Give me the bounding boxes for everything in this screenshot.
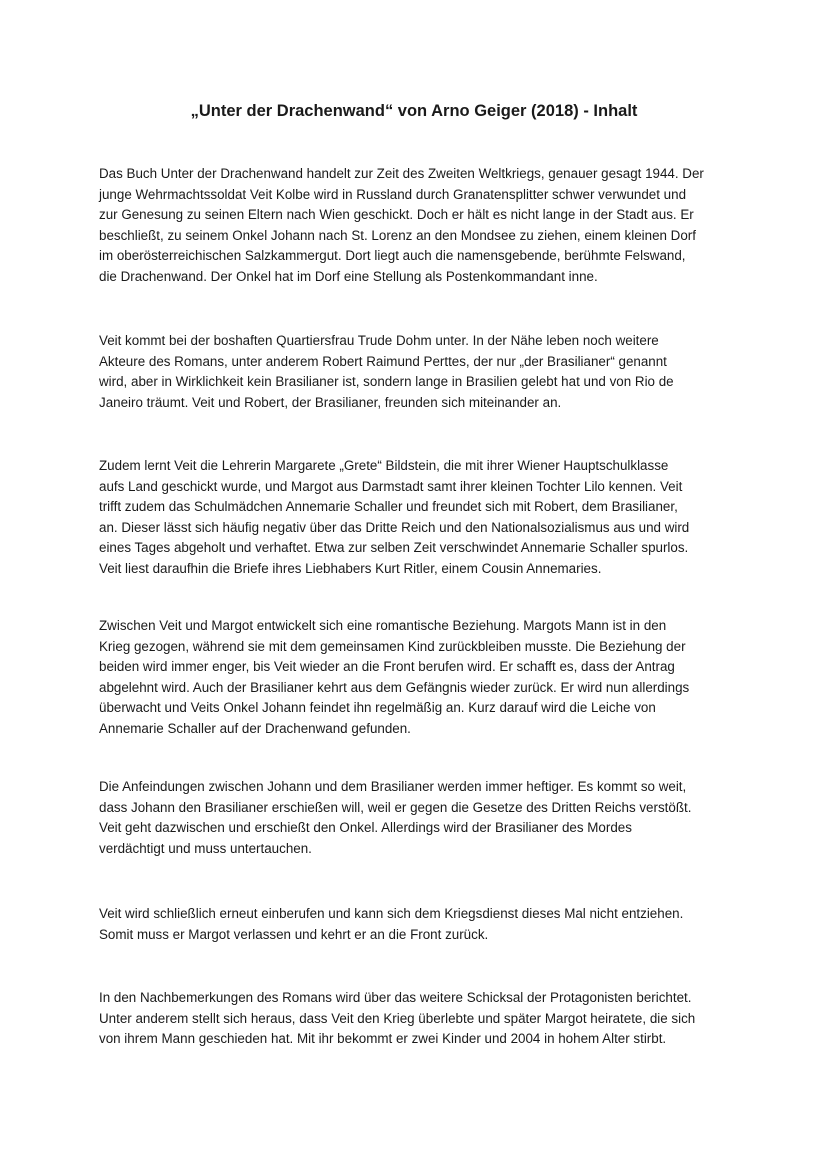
paragraph-line: Somit muss er Margot verlassen und kehrt er an die Front zurück. [99,926,489,942]
paragraph-line: In den Nachbemerkungen des Romans wird über das weitere Schicksal der Protagonisten berichtet. [99,990,692,1005]
paragraph-line: Unter anderem stellt sich heraus, dass Veit den Krieg überlebte und später Margot heiratete, die sich [99,1010,696,1026]
paragraph-line: dass Johann den Brasilianer erschießen will, weil er gegen die Gesetze des Dritten Reichs verstößt. [99,799,692,815]
paragraph-line: Veit liest daraufhin die Briefe ihres Liebhabers Kurt Ritler, einem Cousin Annemaries. [99,560,602,576]
paragraph-line: eines Tages abgeholt und verhaftet. Etwa zur selben Zeit verschwindet Annemarie Schaller spurlos. [99,540,689,556]
paragraph-line: Krieg gezogen, während sie mit dem gemeinsamen Kind zurückbleiben musste. Die Beziehung der [99,638,686,654]
paragraph-line: junge Wehrmachtssoldat Veit Kolbe wird in Russland durch Granatensplitter schwer verwundet und [99,186,687,202]
paragraph-line: Das Buch Unter der Drachenwand handelt zur Zeit des Zweiten Weltkriegs, genauer gesagt 1944. Der [99,166,704,181]
paragraph-line: Zudem lernt Veit die Lehrerin Margarete „Grete“ Bildstein, die mit ihrer Wiener Hauptschulklasse [99,458,669,473]
paragraph-line: zur Genesung zu seinen Eltern nach Wien geschickt. Doch er hält es nicht lange in der Stadt aus. Er [99,207,694,223]
paragraph-line: Veit geht dazwischen und erschießt den Onkel. Allerdings wird der Brasilianer des Mordes [99,820,632,836]
paragraph-3 [99,456,739,580]
paragraph-line: verdächtigt und muss untertauchen. [99,840,312,856]
paragraph-5 [99,777,739,859]
paragraph-line: im oberösterreichischen Salzkammergut. Dort liegt auch die namensgebende, berühmte Felswand, [99,248,686,264]
paragraph-line: Die Anfeindungen zwischen Johann und dem Brasilianer werden immer heftiger. Es kommt so weit, [99,779,687,794]
paragraph-line: die Drachenwand. Der Onkel hat im Dorf eine Stellung als Postenkommandant inne. [99,268,598,284]
paragraph-line: überwacht und Veits Onkel Johann feindet ihn regelmäßig an. Kurz darauf wird die Leiche von [99,700,656,716]
paragraph-line: beiden wird immer enger, bis Veit wieder an die Front berufen wird. Er schafft es, dass der Antrag [99,659,675,675]
paragraph-line: Janeiro träumt. Veit und Robert, der Brasilianer, freunden sich miteinander an. [99,394,562,410]
paragraph-line: Zwischen Veit und Margot entwickelt sich eine romantische Beziehung. Margots Mann ist in den [99,618,667,633]
paragraph-line: von ihrem Mann geschieden hat. Mit ihr bekommt er zwei Kinder und 2004 in hohem Alter stirbt. [99,1031,667,1047]
paragraph-4 [99,616,739,740]
paragraph-line: wird, aber in Wirklichkeit kein Brasilianer ist, sondern lange in Brasilien gelebt hat und von Rio de [99,374,674,390]
paragraph-line: Veit wird schließlich erneut einberufen und kann sich dem Kriegsdienst dieses Mal nicht entziehen. [99,906,684,921]
paragraph-7 [99,988,739,1050]
paragraph-line: an. Dieser lässt sich häufig negativ über das Dritte Reich und den Nationalsozialismus aus und wird [99,519,690,535]
document-title: „Unter der Drachenwand“ von Arno Geiger (2018) - Inhalt [190,102,638,120]
paragraph-line: Annemarie Schaller auf der Drachenwand gefunden. [99,720,411,736]
paragraph-line: trifft zudem das Schulmädchen Annemarie Schaller und freundet sich mit Robert, dem Brasilianer, [99,499,678,515]
paragraph-line: Akteure des Romans, unter anderem Robert Raimund Perttes, der nur „der Brasilianer“ genannt [99,353,667,369]
paragraph-line: aufs Land geschickt wurde, und Margot aus Darmstadt samt ihrer kleinen Tochter Lilo kennen. Veit [99,478,683,494]
paragraph-2 [99,331,739,413]
paragraph-line: Veit kommt bei der boshaften Quartiersfrau Trude Dohm unter. In der Nähe leben noch weitere [99,333,659,348]
paragraph-line: abgelehnt wird. Auch der Brasilianer kehrt aus dem Gefängnis wieder zurück. Er wird nun allerdings [99,679,690,695]
paragraph-line: beschließt, zu seinem Onkel Johann nach St. Lorenz an den Mondsee zu ziehen, einem kleinen Dorf [99,227,696,243]
paragraph-6 [99,904,739,945]
paragraph-1 [99,164,739,288]
